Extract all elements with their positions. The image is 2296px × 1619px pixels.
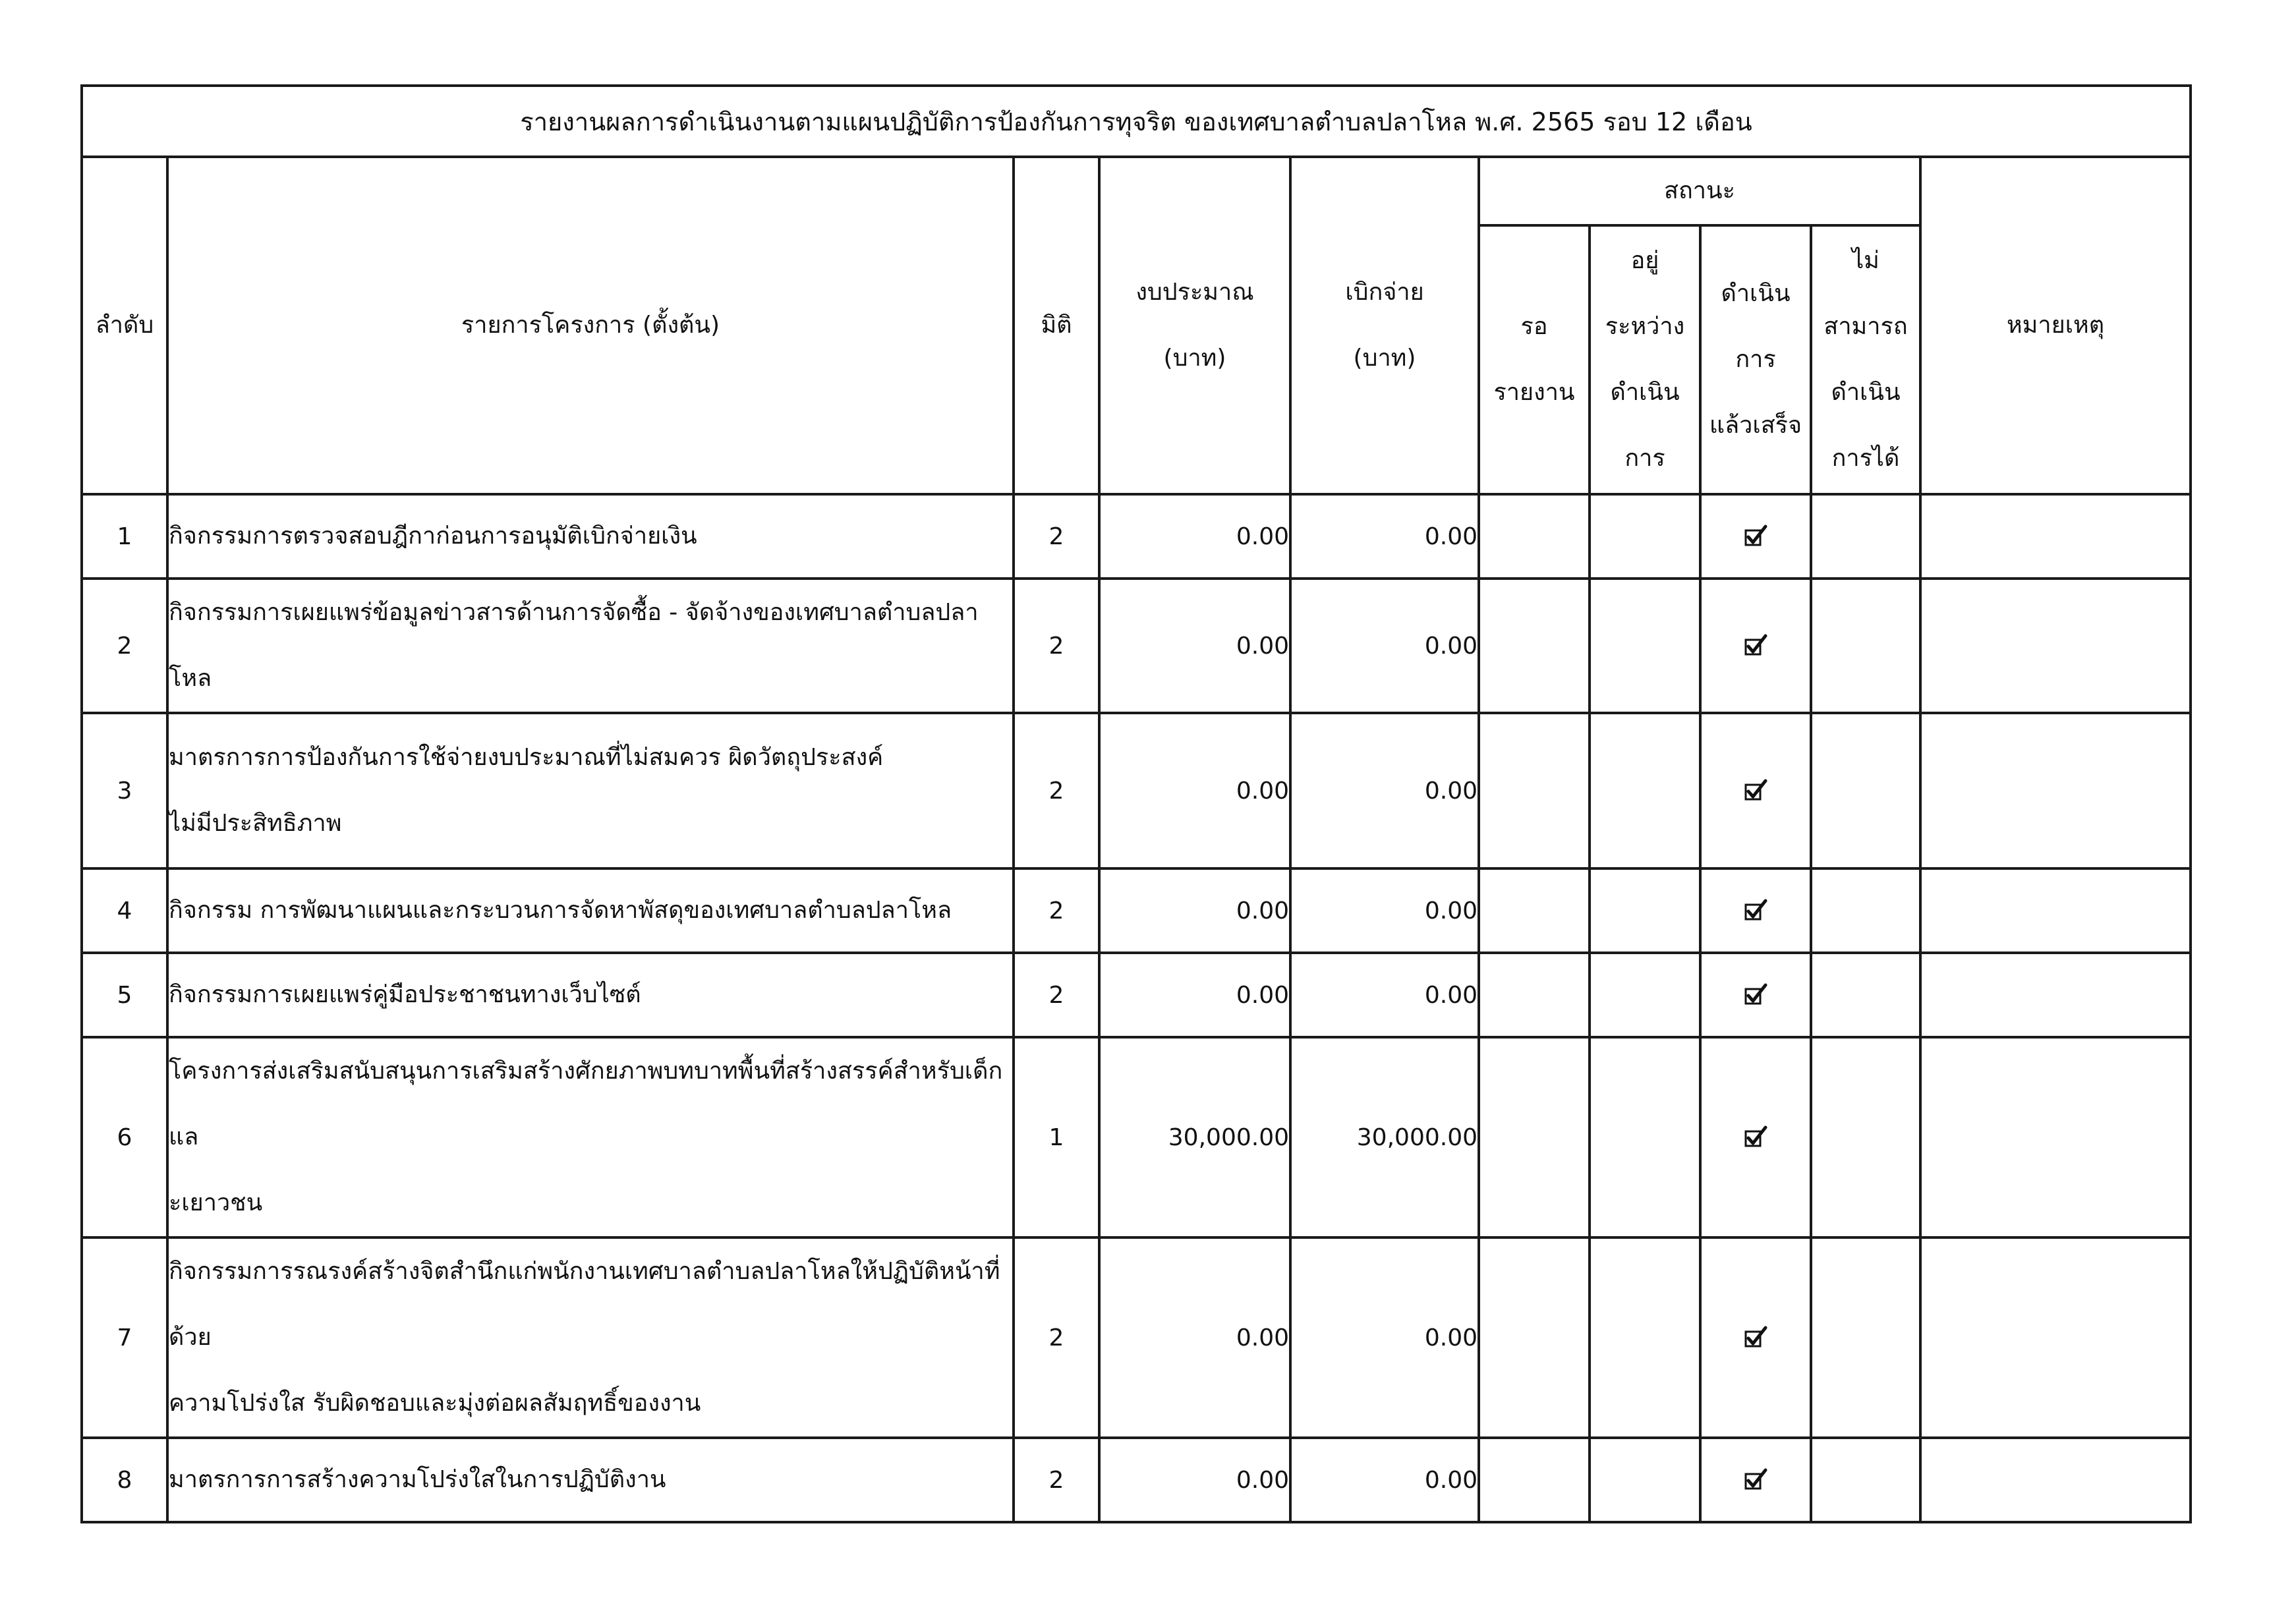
checked-box-icon <box>1744 1326 1767 1349</box>
remarks-cell <box>1920 1037 2191 1237</box>
project-name-line: มาตรการการป้องกันการใช้จ่ายงบประมาณที่ไม่สมควร ผิดวัตถุประสงค์ <box>169 744 884 771</box>
checked-box-icon <box>1744 1468 1767 1492</box>
header-dimension: มิติ <box>1014 157 1099 494</box>
remarks-cell <box>1920 953 2191 1037</box>
project-name <box>167 494 1014 579</box>
status-done-cell <box>1700 953 1811 1037</box>
table-row <box>82 579 2191 713</box>
header-disbursed <box>1290 157 1479 494</box>
checked-box-icon <box>1744 634 1767 658</box>
disbursed-value: 0.00 <box>1290 713 1479 868</box>
remarks-cell <box>1920 579 2191 713</box>
remarks-cell <box>1920 713 2191 868</box>
header-status-unable-line-4: การได้ <box>1831 445 1900 472</box>
status-in-progress-cell <box>1590 953 1700 1037</box>
status-unable-cell <box>1811 579 1920 713</box>
row-number: 4 <box>82 868 167 953</box>
remarks-cell <box>1920 1438 2191 1522</box>
row-number: 8 <box>82 1438 167 1522</box>
table-row <box>82 494 2191 579</box>
dimension-value: 1 <box>1014 1037 1099 1237</box>
row-number: 3 <box>82 713 167 868</box>
header-status-in-progress-line-2: ระหว่าง <box>1605 313 1685 340</box>
header-status-unable-line-1: ไม่ <box>1852 247 1880 274</box>
status-done-cell <box>1700 579 1811 713</box>
project-name-line: กิจกรรม การพัฒนาแผนและกระบวนการจัดหาพัสดุของเทศบาลตำบลปลาโหล <box>169 897 952 924</box>
checked-box-icon <box>1744 899 1767 923</box>
status-unable-cell <box>1811 494 1920 579</box>
table-row <box>82 1037 2191 1237</box>
dimension-value: 2 <box>1014 953 1099 1037</box>
project-name <box>167 1438 1014 1522</box>
project-name <box>167 713 1014 868</box>
project-name-line: ความโปร่งใส รับผิดชอบและมุ่งต่อผลสัมฤทธิ์ของงาน <box>169 1390 701 1417</box>
status-done-cell <box>1700 1037 1811 1237</box>
budget-value: 30,000.00 <box>1099 1037 1290 1237</box>
table-row <box>82 1237 2191 1438</box>
disbursed-value: 0.00 <box>1290 1438 1479 1522</box>
checked-box-icon <box>1744 525 1767 548</box>
budget-value: 0.00 <box>1099 868 1290 953</box>
disbursed-value: 0.00 <box>1290 1237 1479 1438</box>
status-unable-cell <box>1811 713 1920 868</box>
header-disbursed-line-2: (บาท) <box>1353 345 1416 372</box>
budget-value: 0.00 <box>1099 579 1290 713</box>
status-waiting-cell <box>1479 868 1590 953</box>
status-unable-cell <box>1811 1438 1920 1522</box>
header-disbursed-line-1: เบิกจ่าย <box>1345 279 1424 306</box>
header-status-done-line-1: ดำเนิน <box>1721 280 1791 307</box>
header-budget <box>1099 157 1290 494</box>
header-status: สถานะ <box>1479 157 1920 225</box>
status-waiting-cell <box>1479 494 1590 579</box>
status-in-progress-cell <box>1590 713 1700 868</box>
checked-box-icon <box>1744 983 1767 1007</box>
checked-box-icon <box>1744 779 1767 803</box>
status-done-cell <box>1700 494 1811 579</box>
remarks-cell <box>1920 1237 2191 1438</box>
row-number: 2 <box>82 579 167 713</box>
status-waiting-cell <box>1479 1037 1590 1237</box>
report-rows <box>82 494 2191 1522</box>
disbursed-value: 0.00 <box>1290 953 1479 1037</box>
row-number: 1 <box>82 494 167 579</box>
table-row <box>82 868 2191 953</box>
header-budget-line-2: (บาท) <box>1163 345 1226 372</box>
header-status-waiting-line-1: รอ <box>1520 313 1548 340</box>
header-status-done-line-3: แล้วเสร็จ <box>1709 412 1802 439</box>
status-waiting-cell <box>1479 953 1590 1037</box>
row-number: 7 <box>82 1237 167 1438</box>
budget-value: 0.00 <box>1099 953 1290 1037</box>
header-status-waiting-line-2: รายงาน <box>1493 379 1575 406</box>
remarks-cell <box>1920 494 2191 579</box>
dimension-value: 2 <box>1014 494 1099 579</box>
dimension-value: 2 <box>1014 579 1099 713</box>
project-name-line: มาตรการการสร้างความโปร่งใสในการปฏิบัติงาน <box>169 1466 666 1493</box>
project-name-line: กิจกรรมการเผยแพร่ข้อมูลข่าวสารด้านการจัดซื้อ - จัดจ้างของเทศบาลตำบลปลาโหล <box>169 599 979 692</box>
table-row <box>82 1438 2191 1522</box>
budget-value: 0.00 <box>1099 713 1290 868</box>
disbursed-value: 30,000.00 <box>1290 1037 1479 1237</box>
header-status-waiting <box>1479 225 1590 494</box>
project-name-line: กิจกรรมการเผยแพร่คู่มือประชาชนทางเว็บไซต์ <box>169 981 641 1008</box>
status-unable-cell <box>1811 1037 1920 1237</box>
disbursed-value: 0.00 <box>1290 494 1479 579</box>
header-status-in-progress <box>1590 225 1700 494</box>
disbursed-value: 0.00 <box>1290 579 1479 713</box>
status-waiting-cell <box>1479 1237 1590 1438</box>
header-status-done <box>1700 225 1811 494</box>
project-name-line: ไม่มีประสิทธิภาพ <box>169 810 342 837</box>
status-done-cell <box>1700 1438 1811 1522</box>
project-name <box>167 868 1014 953</box>
row-number: 5 <box>82 953 167 1037</box>
header-status-unable-line-2: สามารถ <box>1823 313 1908 340</box>
project-name-line: โครงการส่งเสริมสนับสนุนการเสริมสร้างศักยภาพบทบาทพื้นที่สร้างสรรค์สำหรับเด็กแล <box>169 1058 1003 1150</box>
project-name-line: ะเยาวชน <box>169 1189 263 1216</box>
header-status-done-line-2: การ <box>1735 346 1776 373</box>
project-name-line: กิจกรรมการตรวจสอบฎีกาก่อนการอนุมัติเบิกจ่ายเงิน <box>169 523 697 550</box>
status-waiting-cell <box>1479 713 1590 868</box>
header-budget-line-1: งบประมาณ <box>1135 279 1254 306</box>
header-status-unable <box>1811 225 1920 494</box>
status-waiting-cell <box>1479 579 1590 713</box>
row-number: 6 <box>82 1037 167 1237</box>
status-unable-cell <box>1811 1237 1920 1438</box>
budget-value: 0.00 <box>1099 1237 1290 1438</box>
dimension-value: 2 <box>1014 713 1099 868</box>
status-in-progress-cell <box>1590 494 1700 579</box>
table-row <box>82 953 2191 1037</box>
table-row <box>82 713 2191 868</box>
project-name <box>167 953 1014 1037</box>
status-in-progress-cell <box>1590 1037 1700 1237</box>
status-done-cell <box>1700 713 1811 868</box>
report-title: รายงานผลการดำเนินงานตามแผนปฏิบัติการป้องกันการทุจริต ของเทศบาลตำบลปลาโหล พ.ศ. 2565 รอบ 12 เดือน <box>82 86 2191 157</box>
status-done-cell <box>1700 1237 1811 1438</box>
status-in-progress-cell <box>1590 1438 1700 1522</box>
project-name <box>167 1037 1014 1237</box>
status-waiting-cell <box>1479 1438 1590 1522</box>
header-status-in-progress-line-1: อยู่ <box>1630 247 1659 274</box>
status-done-cell <box>1700 868 1811 953</box>
status-in-progress-cell <box>1590 1237 1700 1438</box>
header-project: รายการโครงการ (ตั้งต้น) <box>167 157 1014 494</box>
checked-box-icon <box>1744 1125 1767 1149</box>
project-name <box>167 579 1014 713</box>
header-status-in-progress-line-4: การ <box>1624 445 1665 472</box>
status-unable-cell <box>1811 953 1920 1037</box>
header-order: ลำดับ <box>82 157 167 494</box>
budget-value: 0.00 <box>1099 1438 1290 1522</box>
project-name <box>167 1237 1014 1438</box>
disbursed-value: 0.00 <box>1290 868 1479 953</box>
header-status-in-progress-line-3: ดำเนิน <box>1610 379 1680 406</box>
report-table <box>80 84 2192 1523</box>
header-status-unable-line-3: ดำเนิน <box>1831 379 1901 406</box>
dimension-value: 2 <box>1014 1438 1099 1522</box>
status-in-progress-cell <box>1590 579 1700 713</box>
status-unable-cell <box>1811 868 1920 953</box>
project-name-line: กิจกรรมการรณรงค์สร้างจิตสำนึกแก่พนักงานเทศบาลตำบลปลาโหลให้ปฏิบัติหน้าที่ด้วย <box>169 1258 1000 1351</box>
budget-value: 0.00 <box>1099 494 1290 579</box>
dimension-value: 2 <box>1014 868 1099 953</box>
remarks-cell <box>1920 868 2191 953</box>
header-remarks: หมายเหตุ <box>1920 157 2191 494</box>
status-in-progress-cell <box>1590 868 1700 953</box>
dimension-value: 2 <box>1014 1237 1099 1438</box>
